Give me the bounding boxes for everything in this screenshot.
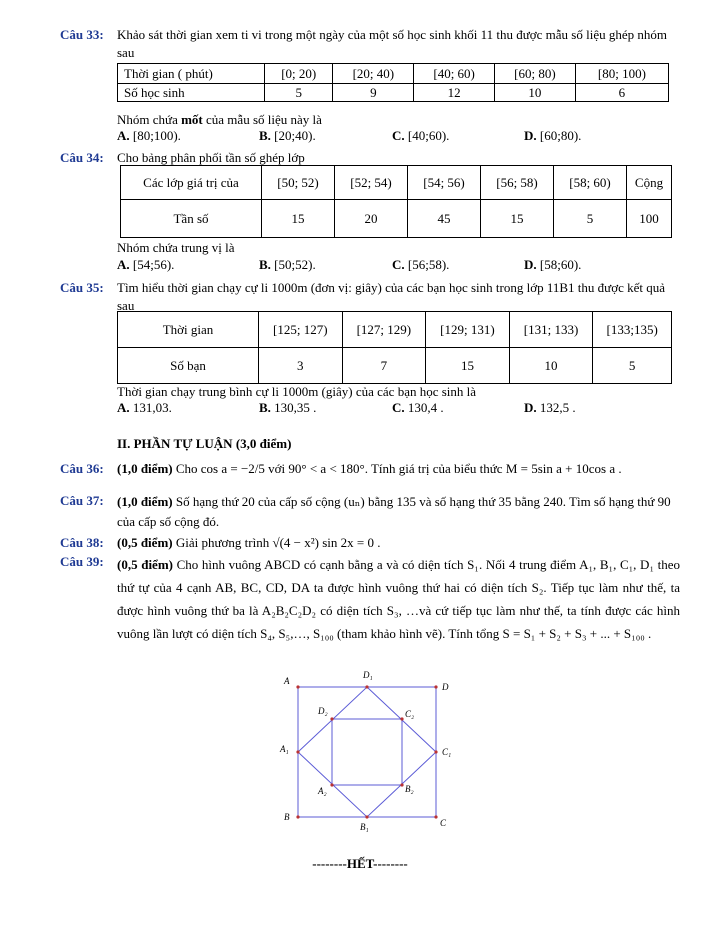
label-C: C xyxy=(440,818,447,828)
table-cell: 100 xyxy=(627,200,672,238)
label-C1: C₁ xyxy=(442,747,452,757)
option-c[interactable]: C. [56;58). xyxy=(392,257,450,272)
table-cell: [20; 40) xyxy=(333,64,414,84)
table-cell: Số bạn xyxy=(118,348,259,384)
end-marker: --------HẾT-------- xyxy=(312,856,408,871)
option-b[interactable]: B. 130,35 . xyxy=(259,400,317,415)
table-cell: Cộng xyxy=(627,166,672,200)
q33-options xyxy=(117,128,677,146)
table-cell: 3 xyxy=(259,348,343,384)
table-cell: [52; 54) xyxy=(335,166,408,200)
q35-options xyxy=(117,400,677,418)
q38-number: Câu 38: xyxy=(60,535,104,550)
table-cell: Các lớp giá trị của xyxy=(121,166,262,200)
table-cell: 15 xyxy=(262,200,335,238)
label-C2: C₂ xyxy=(405,709,415,719)
table-cell: 12 xyxy=(414,84,495,102)
q34-table xyxy=(120,165,672,238)
q34-question: Nhóm chứa trung vị là xyxy=(117,240,235,255)
q38-text: (0,5 điểm) Giải phương trình √(4 − x²) sin 2x = 0 . xyxy=(117,535,381,550)
table-cell: [50; 52) xyxy=(262,166,335,200)
label-A: A xyxy=(284,676,290,686)
table-cell: Thời gian ( phút) xyxy=(118,64,265,84)
q36-text: (1,0 điểm) Cho cos a = −2/5 với 90° < a < 180°. Tính giá trị của biểu thức M = 5sin a + 10cos a . xyxy=(117,461,622,476)
q33-number: Câu 33: xyxy=(60,27,104,42)
table-cell: 9 xyxy=(333,84,414,102)
option-d[interactable]: D. [60;80). xyxy=(524,128,582,143)
q34-options xyxy=(117,257,677,275)
q39-text: (0,5 điểm) Cho hình vuông ABCD có cạnh bằng a và có diện tích S₁. Nối 4 trung điểm A₁, B₁, C₁, D₁ theo thứ tự của 4 cạnh AB, BC, CD, DA ta được hình vuông thứ hai có diện tích S₂. Tiếp tục làm như thế, ta được hình vuông thứ ba là A₂B₂C₂D₂ có diện tích S₃, …và cứ tiếp tục làm như thế, ta tính được các hình vuông lần lượt có diện tích S₄, S₅,…, S₁₀₀ (tham khảo hình vẽ). Tính tổng S = S₁ + S₂ + S₃ + ... + S₁₀₀ . xyxy=(117,557,680,641)
option-a[interactable]: A. [80;100). xyxy=(117,128,181,143)
table-cell: [125; 127) xyxy=(259,312,343,348)
table-cell: 15 xyxy=(426,348,510,384)
table-cell: 15 xyxy=(481,200,554,238)
table-cell: 5 xyxy=(265,84,333,102)
label-A1: A₁ xyxy=(280,744,289,754)
option-c[interactable]: C. [40;60). xyxy=(392,128,450,143)
option-a[interactable]: A. [54;56). xyxy=(117,257,175,272)
q35-question: Thời gian chạy trung bình cự li 1000m (giây) của các bạn học sinh là xyxy=(117,384,477,399)
label-A2: A₂ xyxy=(318,786,327,796)
table-cell: 5 xyxy=(554,200,627,238)
table-cell: 10 xyxy=(509,348,593,384)
option-a[interactable]: A. 131,03. xyxy=(117,400,172,415)
table-cell: 45 xyxy=(408,200,481,238)
q36-number: Câu 36: xyxy=(60,461,104,476)
label-B: B xyxy=(284,812,290,822)
table-cell: [60; 80) xyxy=(495,64,576,84)
nested-squares-figure xyxy=(270,660,460,840)
table-cell: [131; 133) xyxy=(509,312,593,348)
table-cell: [56; 58) xyxy=(481,166,554,200)
q39-number: Câu 39: xyxy=(60,554,104,569)
table-cell: [54; 56) xyxy=(408,166,481,200)
table-cell: 10 xyxy=(495,84,576,102)
table-cell: [129; 131) xyxy=(426,312,510,348)
q35-text: Tìm hiểu thời gian chạy cự li 1000m (đơn vị: giây) của các bạn học sinh trong lớp 11B1 thu được kết quả sau xyxy=(117,280,665,313)
q33-table xyxy=(117,63,669,102)
q34-text: Cho bảng phân phối tần số ghép lớp xyxy=(117,150,305,165)
table-cell: [80; 100) xyxy=(575,64,668,84)
square-a2b2c2d2 xyxy=(332,719,402,785)
q37-text: (1,0 điểm) Số hạng thứ 20 của cấp số cộng (uₙ) bằng 135 và số hạng thứ 35 bằng 240. Tìm số hạng thứ 90 của cấp số cộng đó. xyxy=(117,494,671,529)
label-B2: B₂ xyxy=(405,784,414,794)
table-cell: 7 xyxy=(342,348,426,384)
q33-question: Nhóm chứa mốt của mẫu số liệu này là xyxy=(117,112,322,127)
option-b[interactable]: B. [50;52). xyxy=(259,257,316,272)
section-heading: II. PHẦN TỰ LUẬN (3,0 điểm) xyxy=(117,436,292,451)
option-c[interactable]: C. 130,4 . xyxy=(392,400,444,415)
label-D2: D₂ xyxy=(318,706,328,716)
option-d[interactable]: D. [58;60). xyxy=(524,257,582,272)
table-cell: [127; 129) xyxy=(342,312,426,348)
q33-text: Khảo sát thời gian xem ti vi trong một ngày của một số học sinh khối 11 thu được mẫu số liệu ghép nhóm sau xyxy=(117,27,667,60)
q34-number: Câu 34: xyxy=(60,150,104,165)
table-cell: 6 xyxy=(575,84,668,102)
q35-table xyxy=(117,311,672,384)
table-cell: 5 xyxy=(593,348,672,384)
table-cell: Số học sinh xyxy=(118,84,265,102)
table-cell: 20 xyxy=(335,200,408,238)
option-b[interactable]: B. [20;40). xyxy=(259,128,316,143)
table-cell: [133;135) xyxy=(593,312,672,348)
q37-number: Câu 37: xyxy=(60,493,104,508)
label-D: D xyxy=(442,682,449,692)
table-cell: Thời gian xyxy=(118,312,259,348)
option-d[interactable]: D. 132,5 . xyxy=(524,400,576,415)
table-cell: [40; 60) xyxy=(414,64,495,84)
table-cell: [58; 60) xyxy=(554,166,627,200)
label-D1: D₁ xyxy=(363,670,373,680)
table-cell: Tần số xyxy=(121,200,262,238)
table-cell: [0; 20) xyxy=(265,64,333,84)
q35-number: Câu 35: xyxy=(60,280,104,295)
label-B1: B₁ xyxy=(360,822,369,832)
